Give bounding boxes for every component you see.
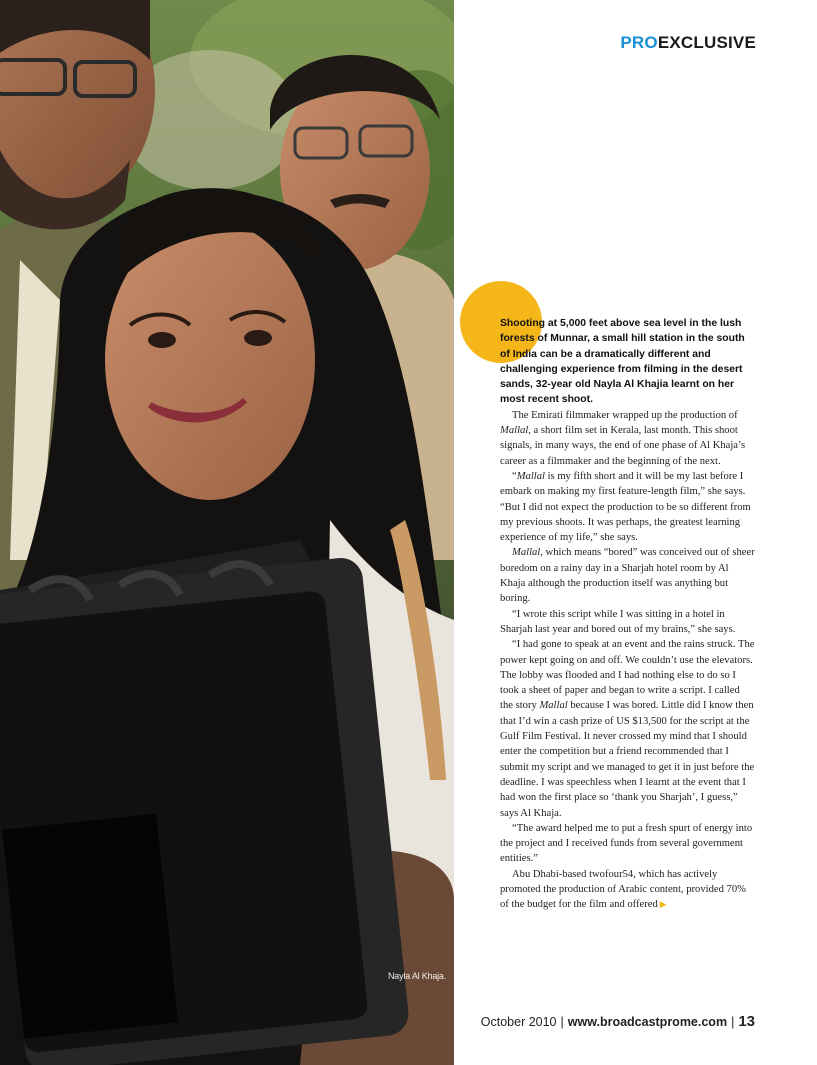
article-paragraph: “The award helped me to put a fresh spurt of energy into the project and I received funds from several government entities.”: [500, 822, 753, 865]
section-title-pro: PRO: [620, 33, 658, 52]
article-paragraph: Abu Dhabi-based twofour54, which has actively promoted the production of Arabic content, provided 70% of the budget for the film and offered ▶: [500, 868, 746, 911]
website-url: www.broadcastprome.com: [567, 1015, 728, 1029]
article-paragraph: “I wrote this script while I was sitting in a hotel in Sharjah last year and bored out of my brains,” she says.: [500, 608, 736, 635]
article-paragraph: The Emirati filmmaker wrapped up the production of Mallal, a short film set in Kerala, last month. This shoot signals, in many ways, the end of one phase of Al Khaja’s career as a filmmaker and the beginning of the next.: [500, 409, 746, 467]
page-number: 13: [738, 1013, 755, 1030]
continue-arrow-icon: ▶: [659, 899, 667, 910]
footer-divider: |: [560, 1015, 564, 1029]
section-title-exclusive: EXCLUSIVE: [657, 33, 756, 52]
footer-divider: |: [731, 1015, 735, 1029]
article-body: [500, 316, 755, 913]
article-paragraph: Mallal, which means “bored” was conceived out of sheer boredom on a rainy day in a Sharjah hotel room by Al Khaja although the production itself was anything but boring.: [500, 547, 755, 605]
article-paragraph: “I had gone to speak at an event and the rains struck. The power kept going on and off. We couldn’t use the elevators. The lobby was flooded and I had nothing else to do so I took a sheet of paper and began to write a script. I called the story Mallal because I was bored. Little did I know then that I’d win a cash prize of US $13,500 for the script at the Gulf Film Festival. It never crossed my mind that I should enter the competition but a friend recommended that I submit my script and we managed to get it in just before the deadline. I was speechless when I learnt at the event that I had won the first place so ‘thank you Sharjah’, I guess,” says Al Khaja.: [500, 639, 755, 819]
article-lead: Shooting at 5,000 feet above sea level in the lush forests of Munnar, a small hill station in the south of India can be a dramatically different and challenging experience from filming in the desert sands, 32-year old Nayla Al Khajia learnt on her most recent shoot.: [500, 318, 745, 406]
page-footer: [481, 1013, 755, 1030]
article-paragraph: “Mallal is my fifth short and it will be my last before I embark on making my first feature-length film,” she says. “But I did not expect the production to be so different from my previous shoots. It was perhaps, the greatest learning experience of my life,” she says.: [500, 470, 751, 544]
section-title: [620, 33, 756, 53]
issue-date: October 2010: [480, 1015, 557, 1029]
photo-caption: Nayla Al Khaja.: [388, 971, 447, 981]
